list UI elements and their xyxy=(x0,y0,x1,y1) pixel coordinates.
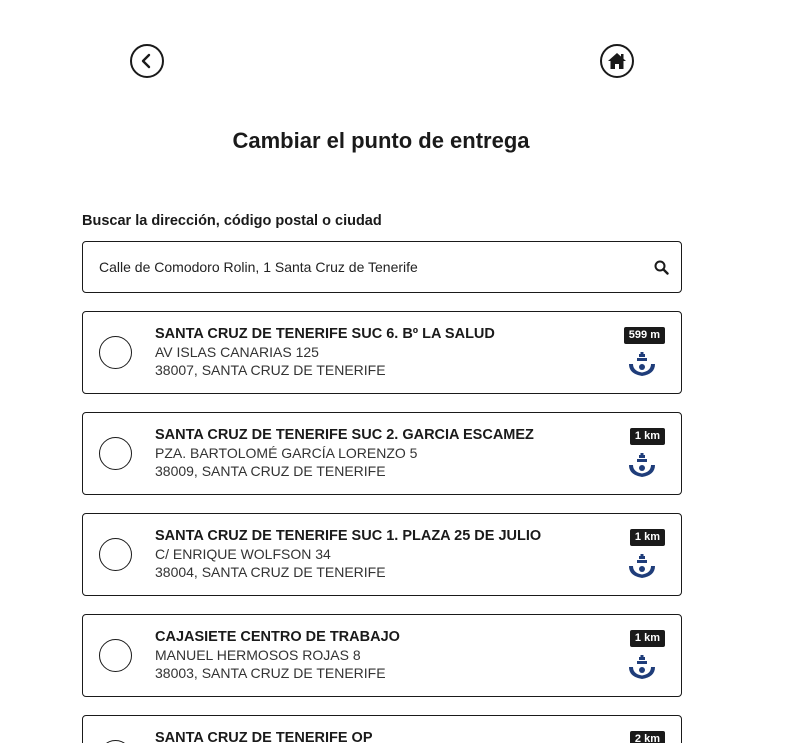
distance-badge: 1 km xyxy=(630,428,665,445)
delivery-point-name: CAJASIETE CENTRO DE TRABAJO xyxy=(155,629,400,645)
radio-button[interactable] xyxy=(99,336,132,369)
radio-button[interactable] xyxy=(99,538,132,571)
search-box xyxy=(82,241,682,293)
delivery-point-address: PZA. BARTOLOMÉ GARCÍA LORENZO 5 xyxy=(155,445,418,461)
search-icon xyxy=(654,260,669,275)
delivery-point-name: SANTA CRUZ DE TENERIFE SUC 1. PLAZA 25 DE JULIO xyxy=(155,528,542,544)
radio-button[interactable] xyxy=(99,437,132,470)
delivery-point-name: SANTA CRUZ DE TENERIFE SUC 2. GARCIA ESCAMEZ xyxy=(155,427,534,443)
delivery-point-card[interactable] xyxy=(82,614,682,697)
delivery-point-list xyxy=(82,311,682,743)
radio-button[interactable] xyxy=(99,639,132,672)
delivery-point-address: AV ISLAS CANARIAS 125 xyxy=(155,344,319,360)
correos-icon xyxy=(628,453,656,479)
delivery-point-card[interactable] xyxy=(82,715,682,743)
delivery-point-card[interactable] xyxy=(82,311,682,394)
delivery-point-info xyxy=(155,729,595,743)
delivery-point-address: MANUEL HERMOSOS ROJAS 8 xyxy=(155,647,361,663)
delivery-point-info xyxy=(155,426,595,480)
page-title: Cambiar el punto de entrega xyxy=(232,128,530,153)
delivery-point-name: SANTA CRUZ DE TENERIFE OP xyxy=(155,730,373,743)
delivery-point-info xyxy=(155,628,595,682)
back-button[interactable] xyxy=(130,44,164,78)
delivery-point-info xyxy=(155,325,595,379)
distance-badge: 2 km xyxy=(630,731,665,743)
search-label: Buscar la dirección, código postal o ciudad xyxy=(82,213,382,229)
search-button[interactable] xyxy=(641,242,681,292)
chevron-left-icon xyxy=(139,53,155,69)
delivery-point-city: 38003, SANTA CRUZ DE TENERIFE xyxy=(155,665,386,681)
correos-icon xyxy=(628,352,656,378)
correos-icon xyxy=(628,554,656,580)
delivery-point-name: SANTA CRUZ DE TENERIFE SUC 6. Bº LA SALUD xyxy=(155,326,495,342)
distance-badge: 599 m xyxy=(624,327,665,344)
delivery-point-address: C/ ENRIQUE WOLFSON 34 xyxy=(155,546,331,562)
distance-badge: 1 km xyxy=(630,630,665,647)
search-input[interactable] xyxy=(83,242,641,292)
delivery-point-city: 38007, SANTA CRUZ DE TENERIFE xyxy=(155,362,386,378)
delivery-point-info xyxy=(155,527,595,581)
distance-badge: 1 km xyxy=(630,529,665,546)
correos-icon xyxy=(628,655,656,681)
delivery-point-card[interactable] xyxy=(82,513,682,596)
delivery-point-city: 38009, SANTA CRUZ DE TENERIFE xyxy=(155,463,386,479)
delivery-point-city: 38004, SANTA CRUZ DE TENERIFE xyxy=(155,564,386,580)
home-icon xyxy=(607,52,627,70)
delivery-point-card[interactable] xyxy=(82,412,682,495)
home-button[interactable] xyxy=(600,44,634,78)
